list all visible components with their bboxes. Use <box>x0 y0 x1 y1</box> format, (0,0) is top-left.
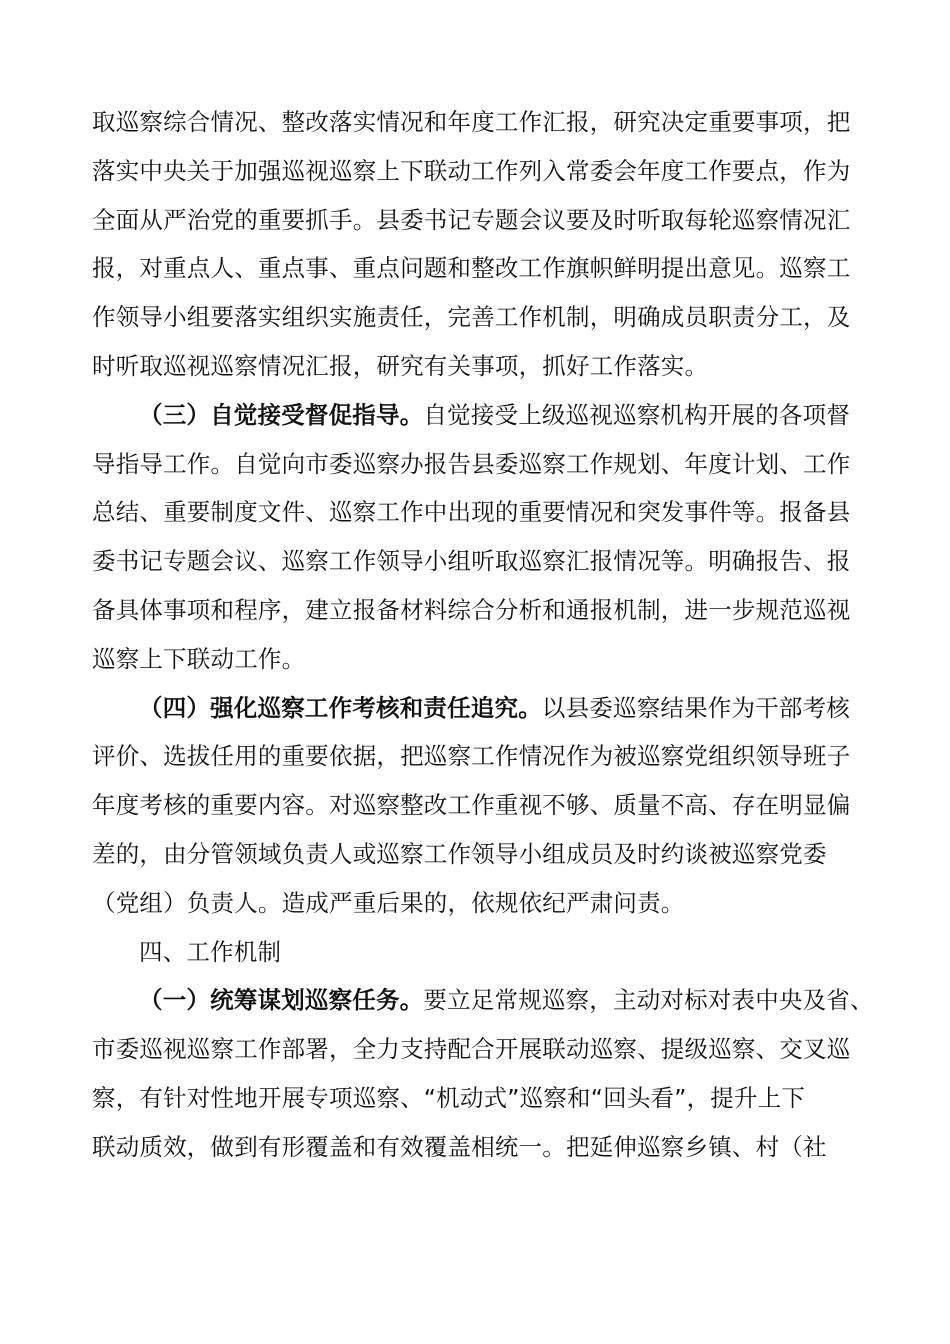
body-text: 联动质效，做到有形覆盖和有效覆盖相统一。把延伸巡察乡镇、村（社 <box>92 1132 827 1161</box>
document-body <box>92 98 874 1172</box>
body-text: 备具体事项和程序，建立报备材料综合分析和通报机制，进一步规范巡视 <box>92 595 851 624</box>
text-line <box>92 342 862 391</box>
body-text: 全面从严治党的重要抓手。县委书记专题会议要及时听取每轮巡察情况汇 <box>92 205 851 234</box>
body-text: 年度考核的重要内容。对巡察整改工作重视不够、质量不高、存在明显偏 <box>92 791 851 820</box>
body-text: 总结、重要制度文件、巡察工作中出现的重要情况和突发事件等。报备县 <box>92 498 851 527</box>
body-text: 察，有针对性地开展专项巡察、“机动式”巡察和“回头看”，提升上下 <box>92 1083 806 1112</box>
text-line <box>92 196 862 245</box>
text-line <box>92 830 862 879</box>
text-line <box>92 684 862 733</box>
bold-heading-text: （三）自觉接受督促指导。 <box>139 400 424 429</box>
body-text: （党组）负责人。造成严重后果的，依规依纪严肃问责。 <box>92 888 685 917</box>
body-text: 自觉接受上级巡视巡察机构开展的各项督 <box>423 400 851 429</box>
body-text: 导指导工作。自觉向市委巡察办报告县委巡察工作规划、年度计划、工作 <box>92 449 851 478</box>
text-line <box>92 635 862 684</box>
body-text: 差的，由分管领域负责人或巡察工作领导小组成员及时约谈被巡察党委 <box>92 839 827 868</box>
text-line <box>92 293 862 342</box>
body-text: 取巡察综合情况、整改落实情况和年度工作汇报，研究决定重要事项，把 <box>92 108 851 136</box>
text-line <box>92 1123 862 1172</box>
body-text: 作领导小组要落实组织实施责任，完善工作机制，明确成员职责分工，及 <box>92 303 851 332</box>
body-text: 市委巡视巡察工作部署，全力支持配合开展联动巡察、提级巡察、交叉巡 <box>92 1035 851 1064</box>
body-text: 委书记专题会议、巡察工作领导小组听取巡察汇报情况等。明确报告、报 <box>92 547 851 576</box>
body-text: 巡察上下联动工作。 <box>92 644 306 673</box>
bold-heading-text: （四）强化巡察工作考核和责任追究。 <box>139 693 542 722</box>
text-line <box>92 537 862 586</box>
body-text: 报，对重点人、重点事、重点问题和整改工作旗帜鲜明提出意见。巡察工 <box>92 254 851 283</box>
body-text: 四、工作机制 <box>139 937 282 966</box>
text-line <box>92 147 862 196</box>
text-line <box>92 391 862 440</box>
text-line <box>92 1074 862 1123</box>
body-text: 时听取巡视巡察情况汇报，研究有关事项，抓好工作落实。 <box>92 351 709 380</box>
bold-heading-text: （一）统筹谋划巡察任务。 <box>139 986 424 1015</box>
body-text: 评价、选拔任用的重要依据，把巡察工作情况作为被巡察党组织领导班子 <box>92 742 851 771</box>
body-text: 以县委巡察结果作为干部考核 <box>541 693 851 722</box>
text-line <box>92 976 874 1025</box>
body-text: 要立足常规巡察，主动对标对表中央及省、 <box>423 986 874 1015</box>
text-line <box>92 586 862 635</box>
text-line <box>92 781 862 830</box>
text-line <box>92 879 862 928</box>
body-text: 落实中央关于加强巡视巡察上下联动工作列入常委会年度工作要点，作为 <box>92 156 851 185</box>
text-line <box>92 244 862 293</box>
text-line <box>92 488 862 537</box>
text-line <box>92 732 862 781</box>
text-line <box>92 1025 862 1074</box>
text-line <box>92 928 862 977</box>
text-line <box>92 98 862 147</box>
text-line <box>92 440 862 489</box>
